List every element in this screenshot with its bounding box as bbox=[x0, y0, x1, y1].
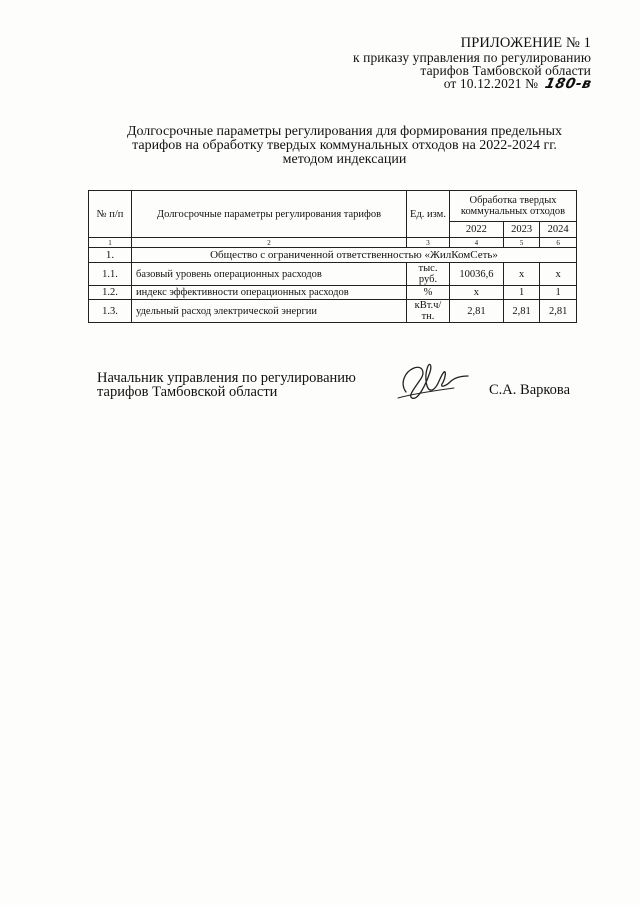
document-title-line2: тарифов на обработку твердых коммунальных отходов на 2022-2024 гг. bbox=[132, 138, 557, 153]
organization-row bbox=[89, 248, 577, 263]
document-title-line1: Долгосрочные параметры регулирования для формирования предельных bbox=[126, 124, 563, 139]
organization-name: Общество с ограниченной ответственностью «ЖилКомСеть» bbox=[132, 248, 577, 263]
row-value-2024: 2,81 bbox=[540, 300, 577, 323]
row-num: 1.2. bbox=[89, 286, 132, 300]
header-year-2024: 2024 bbox=[540, 221, 577, 237]
document-title bbox=[92, 125, 597, 167]
row-num: 1.1. bbox=[89, 263, 132, 286]
column-index: 3 bbox=[407, 238, 450, 248]
header-param: Долгосрочные параметры регулирования тарифов bbox=[132, 191, 407, 238]
row-num: 1.3. bbox=[89, 300, 132, 323]
annex-order-prefix: от 10.12.2021 № bbox=[443, 76, 539, 91]
row-value-2024: х bbox=[540, 263, 577, 286]
row-value-2023: 1 bbox=[503, 286, 540, 300]
annex-order-line2: тарифов Тамбовской области bbox=[420, 63, 591, 78]
row-value-2022: 2,81 bbox=[450, 300, 504, 323]
table-header-row bbox=[89, 191, 577, 222]
row-param-name: индекс эффективности операционных расходов bbox=[132, 286, 407, 300]
handwritten-signature-icon bbox=[392, 358, 472, 406]
header-num: № п/п bbox=[89, 191, 132, 238]
parameters-table bbox=[88, 190, 577, 323]
header-year-2023: 2023 bbox=[503, 221, 540, 237]
annex-order-line1: к приказу управления по регулированию bbox=[353, 50, 591, 65]
row-value-2022: х bbox=[450, 286, 504, 300]
annex-order-date bbox=[353, 77, 591, 91]
column-index: 6 bbox=[540, 238, 577, 248]
signer-title-line2: тарифов Тамбовской области bbox=[97, 384, 278, 400]
header-group: Обработка твердых коммунальных отходов bbox=[450, 191, 577, 222]
row-unit: кВт.ч/ тн. bbox=[407, 300, 450, 323]
column-index: 2 bbox=[132, 238, 407, 248]
row-param-name: удельный расход электрической энергии bbox=[132, 300, 407, 323]
annex-header bbox=[353, 36, 591, 91]
row-value-2023: х bbox=[503, 263, 540, 286]
row-value-2022: 10036,6 bbox=[450, 263, 504, 286]
signer-name: С.А. Варкова bbox=[489, 382, 571, 398]
table-row bbox=[89, 263, 577, 286]
header-unit: Ед. изм. bbox=[407, 191, 450, 238]
row-unit: тыс. руб. bbox=[407, 263, 450, 286]
organization-num: 1. bbox=[89, 248, 132, 263]
row-value-2024: 1 bbox=[540, 286, 577, 300]
signer-title bbox=[97, 371, 356, 399]
signer-title-line1: Начальник управления по регулированию bbox=[97, 370, 356, 386]
row-unit: % bbox=[407, 286, 450, 300]
column-index: 1 bbox=[89, 238, 132, 248]
column-index-row bbox=[89, 238, 577, 248]
annex-order-number: 180-в bbox=[542, 76, 593, 92]
column-index: 4 bbox=[450, 238, 504, 248]
row-value-2023: 2,81 bbox=[503, 300, 540, 323]
column-index: 5 bbox=[503, 238, 540, 248]
document-title-line3: методом индексации bbox=[282, 152, 407, 167]
annex-title: ПРИЛОЖЕНИЕ № 1 bbox=[460, 35, 591, 51]
header-year-2022: 2022 bbox=[450, 221, 504, 237]
table-row bbox=[89, 286, 577, 300]
table-row bbox=[89, 300, 577, 323]
row-param-name: базовый уровень операционных расходов bbox=[132, 263, 407, 286]
